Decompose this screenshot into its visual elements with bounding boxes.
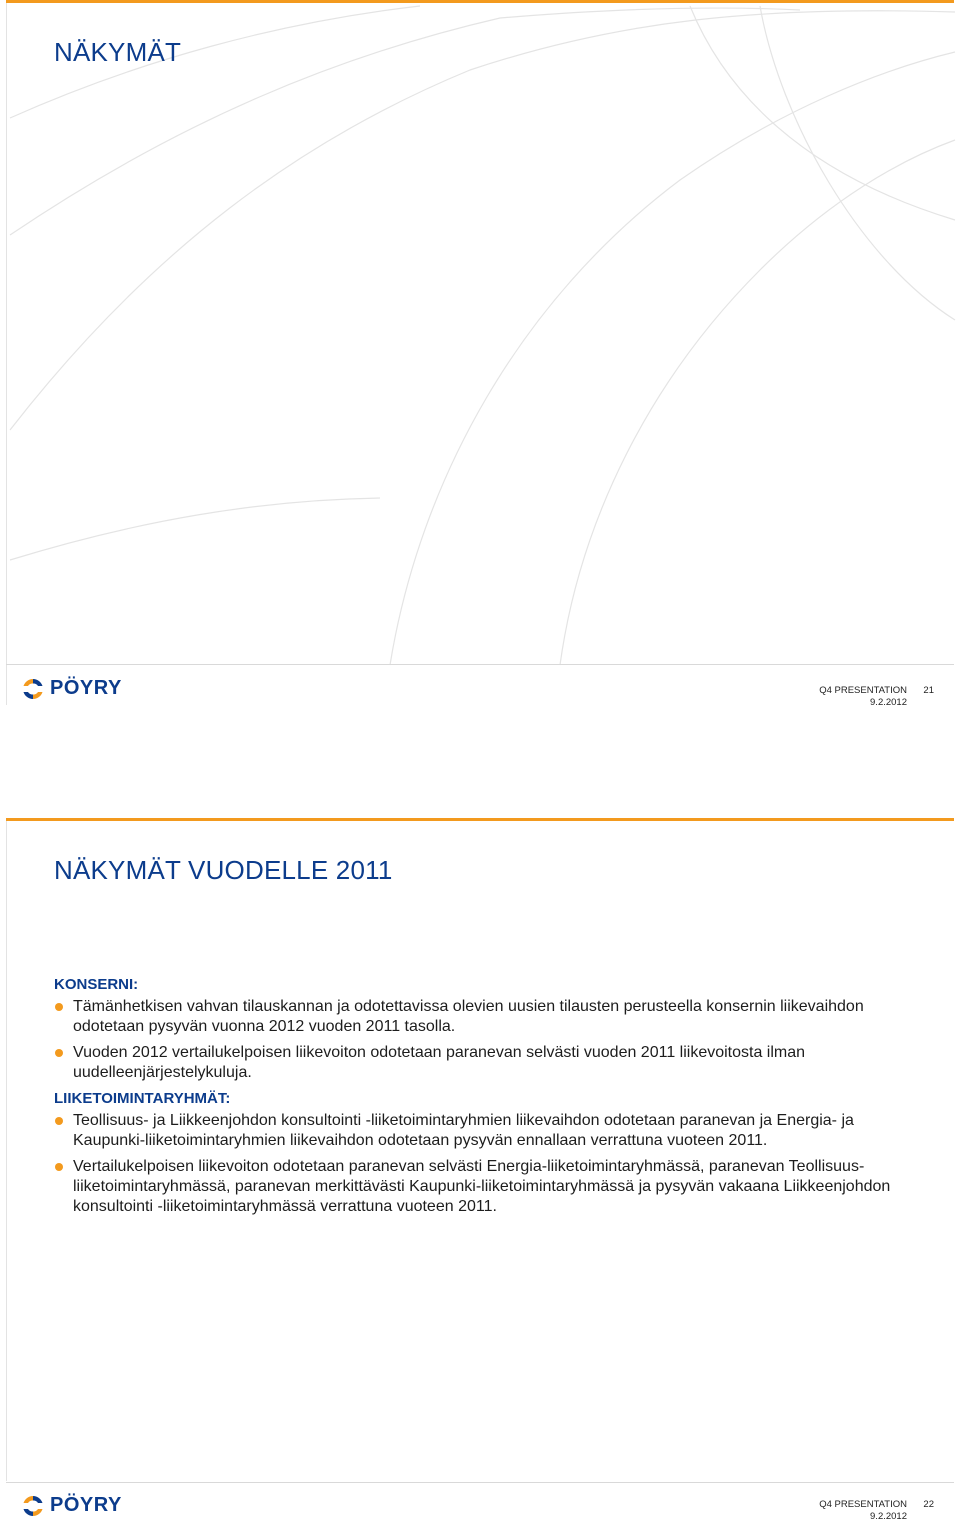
bullet-list: [54, 997, 924, 1083]
logo-wordmark: PÖYRY: [50, 677, 122, 699]
slide-left-rule: [6, 821, 7, 1481]
slide-title: NÄKYMÄT: [54, 37, 182, 67]
bullet-item: [54, 997, 924, 1037]
poyry-logo: [22, 677, 122, 700]
footer-date: 9.2.2012: [870, 1511, 907, 1522]
footer-divider: [6, 1482, 954, 1483]
slide-content: [54, 975, 924, 1223]
bullet-text: Tämänhetkisen vahvan tilauskannan ja odotettavissa olevien uusien tilausten perusteella konsernin liikevaihdon odotetaan pysyvän vuonna 2012 vuoden 2011 tasolla.: [73, 998, 864, 1035]
footer-date: 9.2.2012: [870, 697, 907, 708]
footer-divider: [6, 664, 954, 665]
bullet-item: [54, 1043, 924, 1083]
section-konserni: [54, 975, 924, 1083]
poyry-logo-icon: [22, 678, 44, 700]
bullet-text: Teollisuus- ja Liikkeenjohdon konsultointi -liiketoimintaryhmien liikevaihdon odotetaan paranevan ja Energia- ja Kaupunki-liiketoimintaryhmien liikevaihdon odotetaan pysyvän ennallaan verrattuna vuoteen 2011.: [73, 1112, 854, 1149]
page-number: 22: [923, 1499, 934, 1510]
bullet-item: [54, 1157, 924, 1217]
page-number: 21: [923, 685, 934, 696]
bullet-dot-icon: [55, 1163, 63, 1171]
bullet-text: Vertailukelpoisen liikevoiton odotetaan paranevan selvästi Energia-liiketoimintaryhmässä, paranevan Teollisuus-liiketoimintaryhmässä, paranevan merkittävästi Kaupunki-liiketoimintaryhmässä ja pysyvän vakaana Liikkeenjohdon konsultointi -liiketoimintaryhmässä verrattuna vuoteen 2011.: [73, 1158, 891, 1215]
section-heading: LIIKETOIMINTARYHMÄT:: [54, 1090, 231, 1107]
slide-21: [0, 0, 960, 708]
footer-label: Q4 PRESENTATION: [819, 1499, 907, 1510]
slide-22: [0, 818, 960, 1521]
bullet-dot-icon: [55, 1049, 63, 1057]
bullet-dot-icon: [55, 1003, 63, 1011]
section-liiketoimintaryhmat: [54, 1089, 924, 1217]
logo-wordmark: PÖYRY: [50, 1494, 122, 1516]
slide-title: NÄKYMÄT VUODELLE 2011: [54, 855, 393, 885]
bullet-list: [54, 1111, 924, 1217]
footer-meta: [819, 1499, 907, 1523]
poyry-logo-icon: [22, 1495, 44, 1517]
bullet-item: [54, 1111, 924, 1151]
bullet-dot-icon: [55, 1117, 63, 1125]
footer-meta: [819, 685, 907, 709]
bullet-text: Vuoden 2012 vertailukelpoisen liikevoiton odotetaan paranevan selvästi vuoden 2011 liikevoitosta ilman uudelleenjärjestelykuluja.: [73, 1044, 806, 1081]
footer-label: Q4 PRESENTATION: [819, 685, 907, 696]
poyry-logo: [22, 1494, 122, 1517]
slide-top-rule: [6, 818, 954, 821]
section-heading: KONSERNI:: [54, 976, 139, 993]
background-arcs: [0, 0, 960, 708]
